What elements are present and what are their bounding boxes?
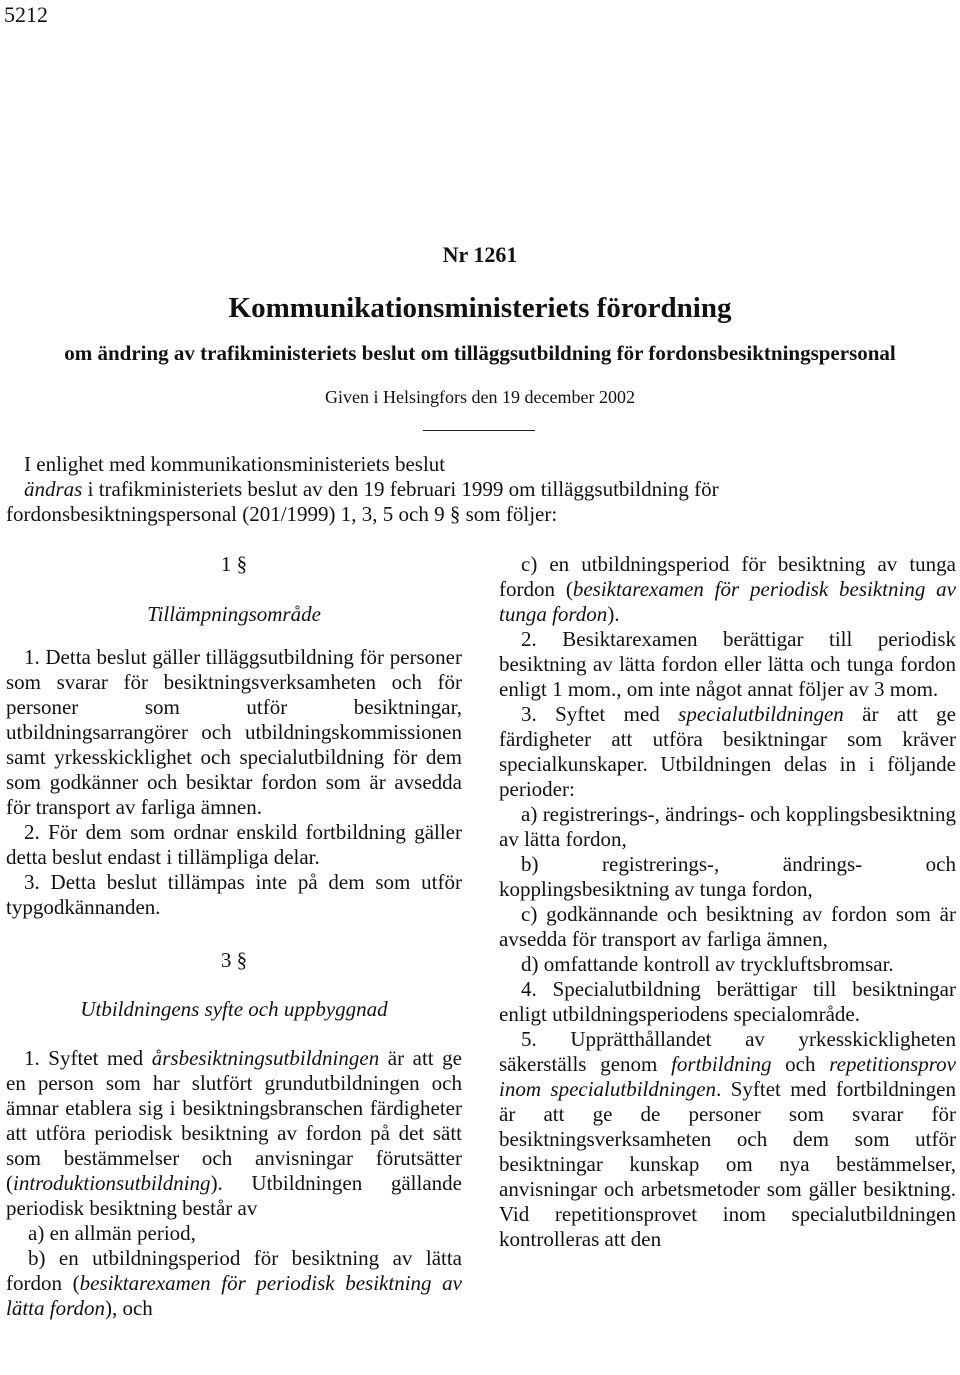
given-date: Given i Helsingfors den 19 december 2002 <box>325 387 635 407</box>
left-column <box>6 552 462 1321</box>
list-item: c) godkännande och besiktning av fordon som är avsedda för transport av farliga ämnen, <box>499 902 956 951</box>
preamble-line: I enlighet med kommunikationsministeriets beslut <box>24 452 446 476</box>
section-number: 1 § <box>220 552 248 576</box>
section-heading: Utbildningens syfte och uppbyggnad <box>80 997 388 1021</box>
document-title: Kommunikationsministeriets förordning <box>228 292 732 324</box>
paragraph: 5. Upprätthållandet av yrkesskickligheten säkerställs genom fortbildning och repetitionsprov inom specialutbildningen. Syftet med fortbildningen är att ge de personer som svarar för besiktningsverksamheten och dem som utför besiktningar kunskap om nya bestämmelser, anvisningar och arbetsmetoder som gäller besiktning. Vid repetitionsprovet inom specialutbildningen kontrolleras att den <box>499 1027 956 1251</box>
list-item: d) omfattande kontroll av tryckluftsbromsar. <box>521 952 894 976</box>
paragraph: 2. För dem som ordnar enskild fortbildning gäller detta beslut endast i tillämpliga delar. <box>6 820 462 869</box>
preamble-emphasis: ändras <box>24 477 83 501</box>
paragraph: 3. Syftet med specialutbildningen är att ge färdigheter att utföra besiktningar som kräver specialkunskaper. Utbildningen delas in i följande perioder: <box>499 702 956 801</box>
paragraph: 3. Detta beslut tillämpas inte på dem som utför typgodkännanden. <box>6 870 462 919</box>
list-item: b) registrerings-, ändrings- och kopplingsbesiktning av tunga fordon, <box>499 852 956 901</box>
preamble-line <box>6 477 956 502</box>
document-number: Nr 1261 <box>442 242 518 267</box>
paragraph: 4. Specialutbildning berättigar till besiktningar enligt utbildningsperiodens specialområde. <box>499 977 956 1026</box>
separator-rule <box>423 430 535 431</box>
list-item: c) en utbildningsperiod för besiktning av tunga fordon (besiktarexamen för periodisk besiktning av tunga fordon). <box>499 552 956 626</box>
section-number: 3 § <box>220 948 248 972</box>
list-item: a) en allmän period, <box>28 1221 196 1245</box>
document-subtitle: om ändring av trafikministeriets beslut om tilläggsutbildning för fordonsbesiktningspersonal <box>64 341 896 365</box>
preamble-line: fordonsbesiktningspersonal (201/1999) 1, 3, 5 och 9 § som följer: <box>6 502 558 526</box>
page-number: 5212 <box>4 2 48 27</box>
right-column <box>499 552 956 1252</box>
list-item: b) en utbildningsperiod för besiktning av lätta fordon (besiktarexamen för periodisk besiktning av lätta fordon), och <box>6 1246 462 1320</box>
list-item: a) registrerings-, ändrings- och kopplingsbesiktning av lätta fordon, <box>499 802 956 851</box>
section-heading: Tillämpningsområde <box>147 602 321 626</box>
paragraph: 2. Besiktarexamen berättigar till periodisk besiktning av lätta fordon eller lätta och tunga fordon enligt 1 mom., om inte något annat följer av 3 mom. <box>499 627 956 701</box>
paragraph: 1. Detta beslut gäller tilläggsutbildning för personer som svarar för besiktningsverksamheten och för personer som utför besiktningar, utbildningsarrangörer och utbildningskommissionen samt yrkesskicklighet och specialutbildning för dem som godkänner och besiktar fordon som är avsedda för transport av farliga ämnen. <box>6 645 462 819</box>
preamble-text: i trafikministeriets beslut av den 19 februari 1999 om tilläggsutbildning för <box>82 477 719 501</box>
paragraph: 1. Syftet med årsbesiktningsutbildningen är att ge en person som har slutfört grundutbildningen och ämnar etablera sig i besiktningsbranschen färdigheter att utföra periodisk besiktning av fordon på det sätt som bestämmelser och anvisningar förutsätter (introduktionsutbildning). Utbildningen gällande periodisk besiktning består av <box>6 1046 462 1220</box>
preamble <box>6 452 956 527</box>
